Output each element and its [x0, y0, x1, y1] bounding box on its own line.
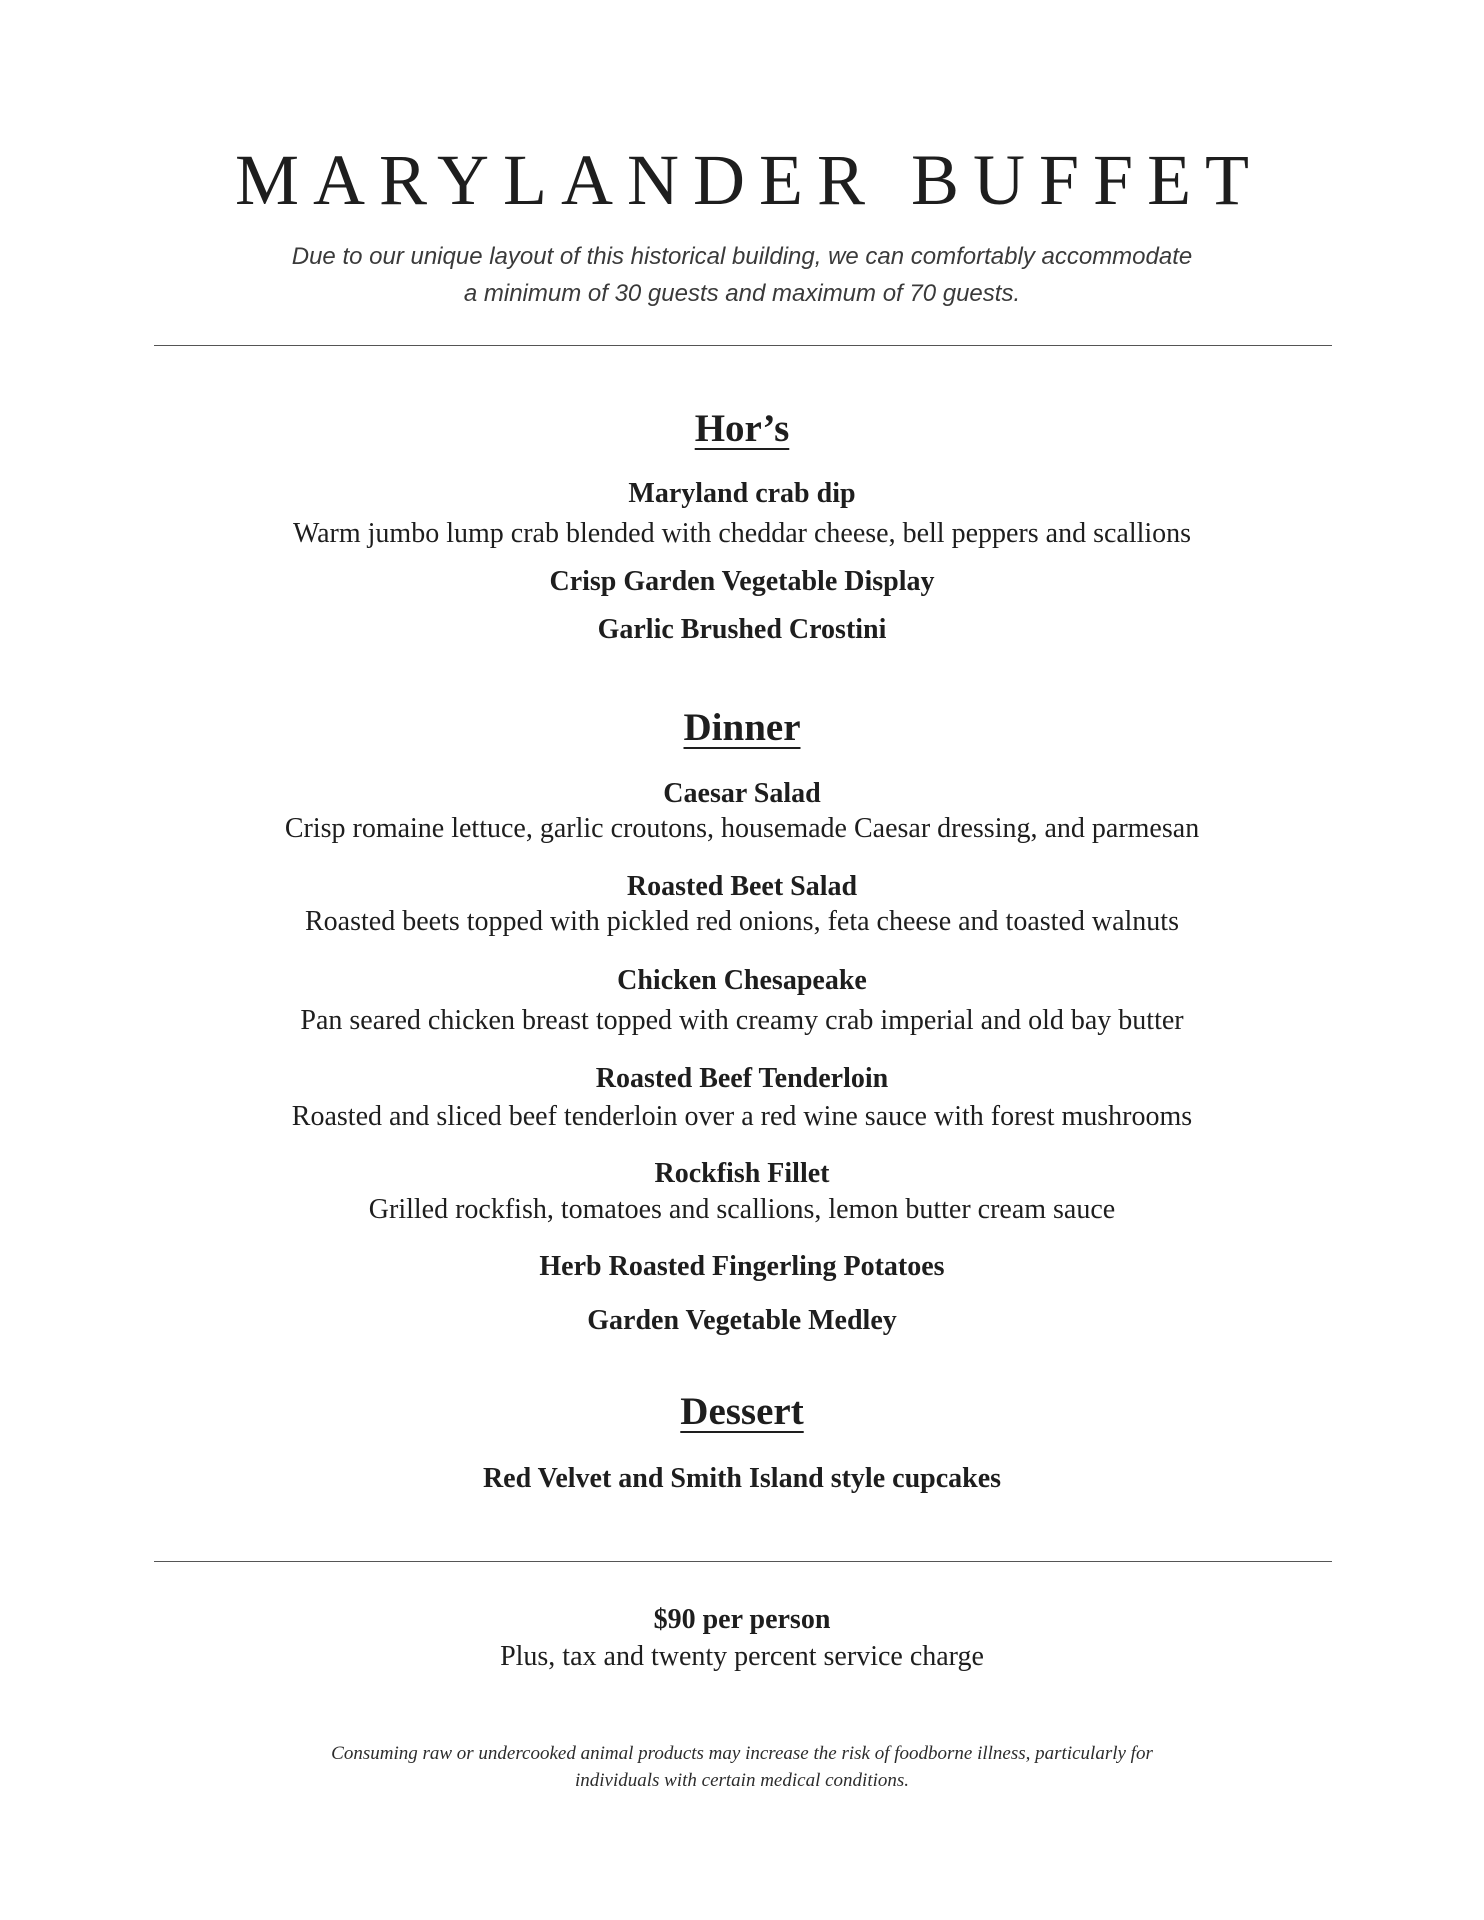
disclaimer-line-1: Consuming raw or undercooked animal products may increase the risk of foodborne illness, particularly for	[331, 1743, 1153, 1764]
menu-item-name: Chicken Chesapeake	[617, 965, 867, 996]
price-note: Plus, tax and twenty percent service charge	[500, 1641, 984, 1672]
menu-item-name: Roasted Beet Salad	[626, 871, 858, 902]
section-heading-dinner: Dinner	[683, 706, 801, 749]
menu-item-name: Roasted Beef Tenderloin	[595, 1063, 889, 1094]
menu-item-name: Rockfish Fillet	[654, 1158, 830, 1189]
menu-item-name: Garlic Brushed Crostini	[597, 614, 887, 645]
page-title: MARYLANDER BUFFET	[234, 140, 1264, 220]
menu-item-description: Crisp romaine lettuce, garlic croutons, housemade Caesar dressing, and parmesan	[284, 813, 1200, 844]
menu-item-name: Garden Vegetable Medley	[587, 1305, 897, 1336]
section-heading-dessert: Dessert	[680, 1390, 804, 1433]
menu-item-description: Roasted beets topped with pickled red onions, feta cheese and toasted walnuts	[305, 906, 1179, 937]
disclaimer-line-2: individuals with certain medical conditions.	[574, 1770, 910, 1791]
menu-item-name: Maryland crab dip	[628, 478, 856, 509]
menu-item-description: Roasted and sliced beef tenderloin over a red wine sauce with forest mushrooms	[291, 1101, 1193, 1132]
section-heading-hors: Hor’s	[694, 407, 790, 450]
menu-item-name: Red Velvet and Smith Island style cupcakes	[482, 1463, 1002, 1494]
capacity-note	[0, 238, 1484, 312]
menu-item-description: Pan seared chicken breast topped with creamy crab imperial and old bay butter	[300, 1005, 1184, 1036]
menu-item-name: Herb Roasted Fingerling Potatoes	[539, 1251, 945, 1282]
top-divider	[154, 345, 1332, 346]
menu-item-name: Caesar Salad	[663, 778, 821, 809]
menu-item-name: Crisp Garden Vegetable Display	[549, 566, 935, 597]
capacity-note-line-2: a minimum of 30 guests and maximum of 70 guests.	[463, 280, 1021, 307]
capacity-note-line-1: Due to our unique layout of this historical building, we can comfortably accommodate	[291, 243, 1193, 270]
bottom-divider	[154, 1561, 1332, 1562]
menu-item-description: Grilled rockfish, tomatoes and scallions, lemon butter cream sauce	[368, 1194, 1116, 1225]
price-per-person: $90 per person	[653, 1604, 831, 1635]
menu-item-description: Warm jumbo lump crab blended with cheddar cheese, bell peppers and scallions	[292, 518, 1192, 549]
food-safety-disclaimer	[0, 1740, 1484, 1794]
